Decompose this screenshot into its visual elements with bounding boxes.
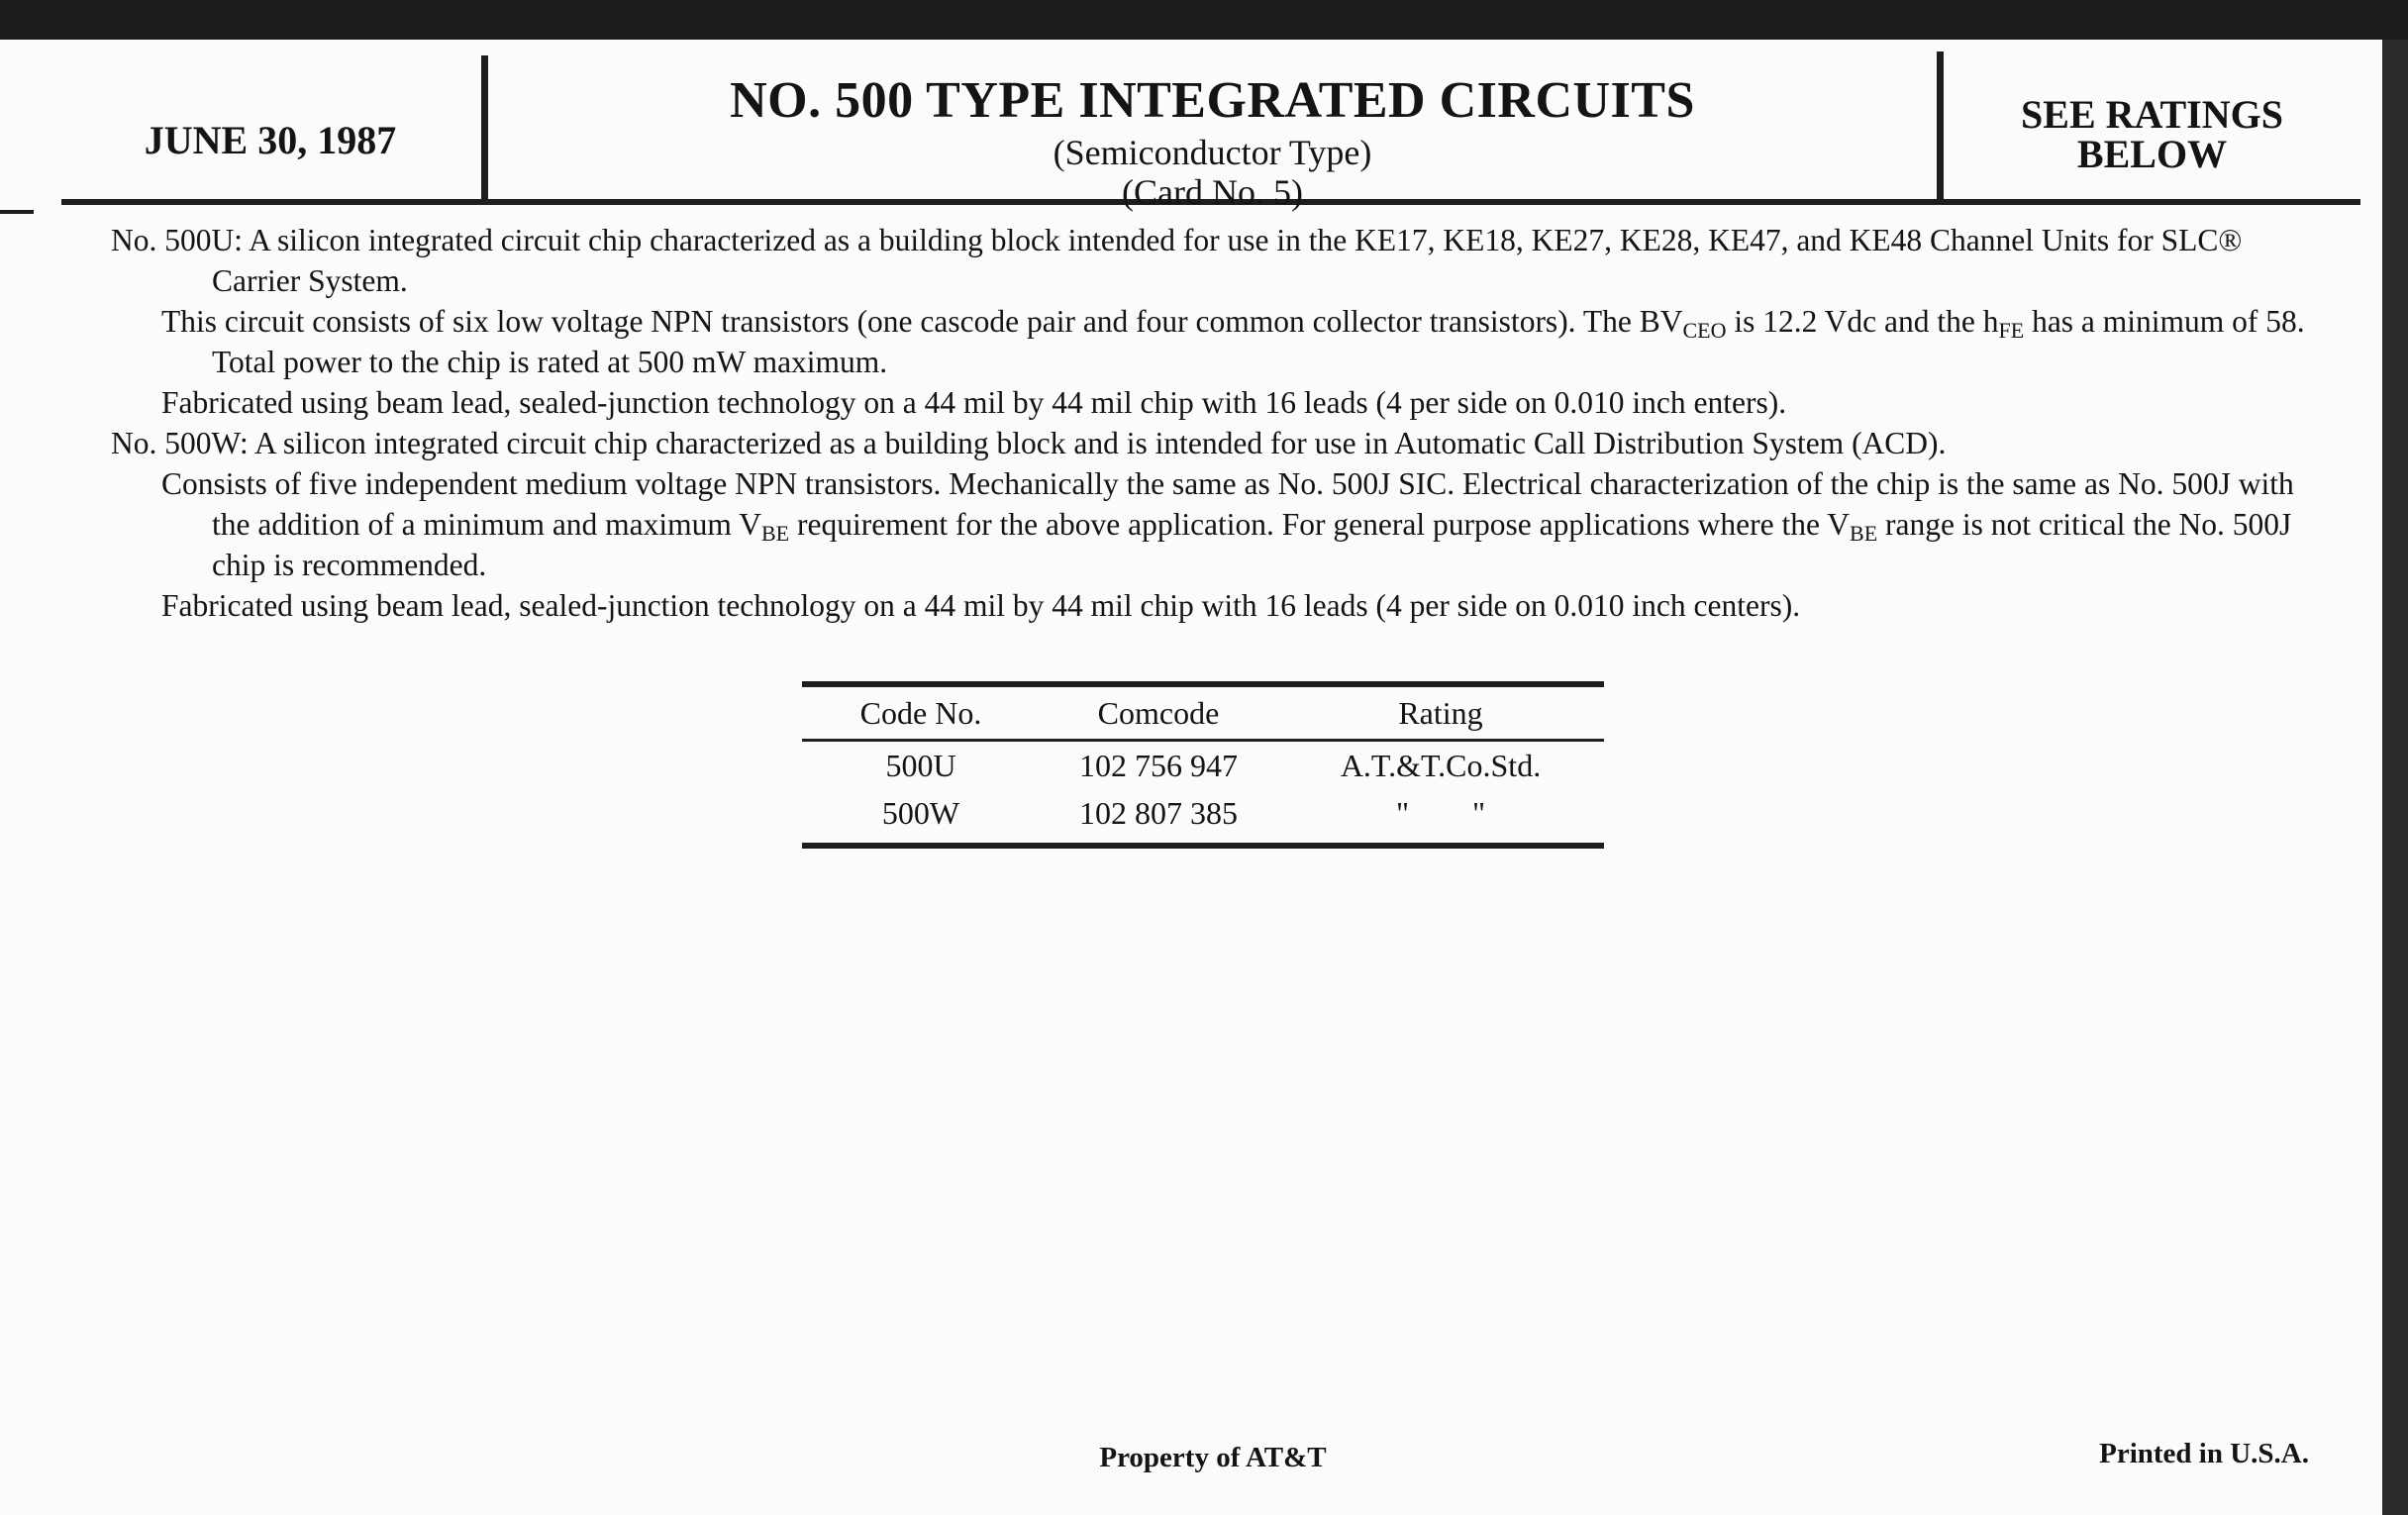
text-run: requirement for the above application. For general purpose applications where the V [789,507,1851,542]
footer-ownership: Property of AT&T [1099,1442,1327,1473]
text-run: is 12.2 Vdc and the h [1726,304,1999,339]
column-header-code: Code No. [859,695,982,731]
header-divider-left [481,55,488,202]
header-date: JUNE 30, 1987 [144,118,397,162]
table-rule-bottom [802,843,1604,849]
subscript-be: BE [1850,521,1878,546]
paragraph-500u-intro: No. 500U: A silicon integrated circuit chip characterized as a building block intended for use in the KE17, KE18, KE27, KE28, KE47, and KE48 Channel Units for SLC® Carrier System. [111,223,2243,298]
paragraph-500w-circuit [111,463,2313,585]
table-row [802,742,1604,789]
text-run: Consists of five independent medium voltage NPN transistors. Mechanically the same as No. 500J SIC. Electrical characterization of the chip is the same as No. 500J with the addition of a minimum and maximum V [161,466,2294,542]
cell-code: 500U [885,748,956,783]
page-subtitle: (Semiconductor Type) [1053,133,1372,172]
table-row [802,789,1604,837]
subscript-be: BE [760,521,790,546]
body-text [111,220,2313,626]
paragraph-500u-fabrication: Fabricated using beam lead, sealed-junction technology on a 44 mil by 44 mil chip with 16 leads (4 per side on 0.010 inch enters). [161,385,1787,420]
ratings-line-1: SEE RATINGS [2021,92,2283,137]
text-run: has a minimum of 58. Total power to the chip is rated at 500 mW maximum. [212,304,2305,379]
header-divider-right [1937,51,1944,202]
cell-rating: " " [1395,795,1486,831]
text-run: range is not critical the No. 500J chip is recommended. [212,507,2292,582]
ratings-table [802,681,1604,849]
subscript-ceo: CEO [1682,318,1727,343]
cell-comcode: 102 756 947 [1079,748,1238,783]
table-header-row [802,687,1604,739]
cell-code: 500W [881,795,960,831]
margin-tick [0,210,34,214]
card-number: (Card No. 5) [1122,172,1303,212]
paragraph-500w-fabrication: Fabricated using beam lead, sealed-junction technology on a 44 mil by 44 mil chip with 16 leads (4 per side on 0.010 inch centers). [161,588,1801,623]
header-title-block [488,69,1937,212]
subscript-fe: FE [1998,318,2025,343]
cell-comcode: 102 807 385 [1079,795,1238,831]
cell-rating: A.T.&T.Co.Std. [1340,748,1542,783]
text-run: This circuit consists of six low voltage NPN transistors (one cascode pair and four common collector transistors). The BV [161,304,1683,339]
footer-printed: Printed in U.S.A. [2099,1438,2309,1469]
header-ratings-note [1944,92,2360,176]
page-title: NO. 500 TYPE INTEGRATED CIRCUITS [730,72,1695,129]
column-header-rating: Rating [1398,695,1483,731]
paragraph-500w-intro: No. 500W: A silicon integrated circuit chip characterized as a building block and is intended for use in Automatic Call Distribution System (ACD). [111,426,1947,460]
paragraph-500u-circuit [111,301,2313,382]
column-header-comcode: Comcode [1097,695,1220,731]
scan-edge [2382,40,2408,1515]
ratings-line-2: BELOW [2076,132,2228,176]
